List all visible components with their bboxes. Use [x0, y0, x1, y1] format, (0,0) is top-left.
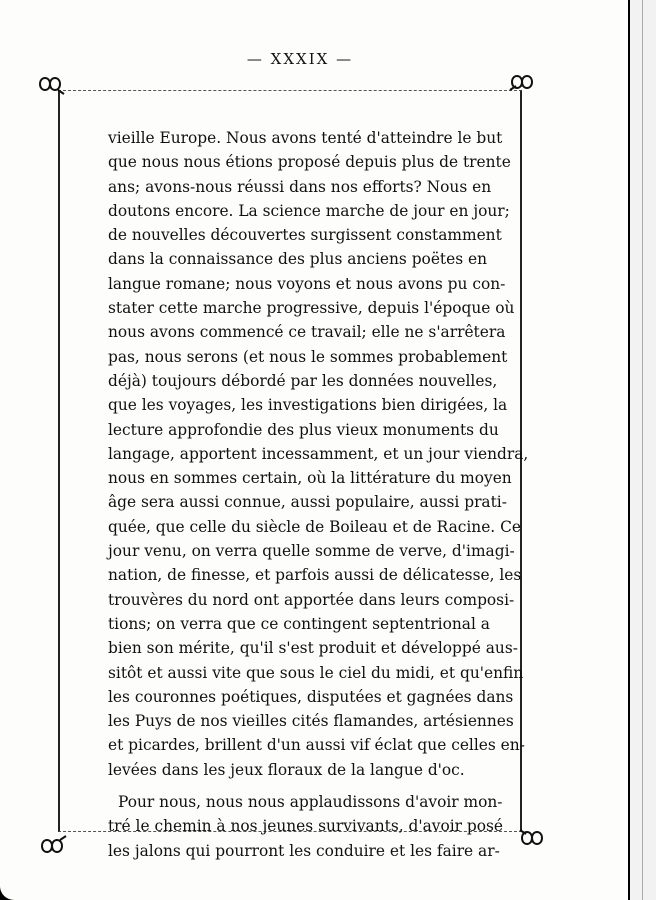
text-line: doutons encore. La science marche de jour en jour; — [108, 201, 510, 220]
text-line: lecture approfondie des plus vieux monuments du — [108, 420, 499, 439]
text-line: Pour nous, nous nous applaudissons d'avoir mon- — [118, 793, 503, 812]
text-line: nous en sommes certain, où la littérature du moyen — [108, 469, 512, 488]
text-line: les Puys de nos vieilles cités flamandes, artésiennes — [108, 712, 514, 731]
text-line: tré le chemin à nos jeunes survivants, d'avoir posé — [108, 817, 504, 836]
text-line: âge sera aussi connue, aussi populaire, aussi prati- — [108, 493, 507, 512]
page-edge — [630, 0, 656, 900]
text-line: dans la connaissance des plus anciens poëtes en — [108, 250, 488, 269]
text-line: ans; avons-nous réussi dans nos efforts? Nous en — [108, 177, 492, 196]
text-line: que les voyages, les investigations bien dirigées, la — [108, 396, 508, 415]
text-line: nation, de finesse, et parfois aussi de délicatesse, les — [108, 566, 522, 585]
text-line: nous avons commencé ce travail; elle ne s'arrêtera — [108, 323, 506, 342]
body-text — [108, 126, 529, 863]
corner-ornament-top-left-icon — [36, 72, 66, 96]
text-line: les jalons qui pourront les conduire et les faire ar- — [108, 841, 500, 860]
corner-ornament-bottom-right-icon — [518, 826, 548, 850]
text-line: langue romane; nous voyons et nous avons pu con- — [108, 274, 506, 293]
text-line: trouvères du nord ont apportée dans leurs composi- — [108, 590, 515, 609]
text-line: pas, nous serons (et nous le sommes probablement — [108, 347, 508, 366]
text-line: tions; on verra que ce contingent septentrional a — [108, 614, 490, 633]
text-line: bien son mérite, qu'il s'est produit et développé aus- — [108, 639, 518, 658]
text-line: quée, que celle du siècle de Boileau et de Racine. Ce — [108, 517, 521, 536]
text-line: de nouvelles découvertes surgissent constamment — [108, 226, 502, 245]
page-edge-line — [642, 0, 643, 900]
paragraph-1 — [108, 126, 529, 782]
text-line: levées dans les jeux floraux de la langue d'oc. — [108, 760, 465, 779]
corner-ornament-top-right-icon — [508, 70, 538, 94]
text-line: sitôt et aussi vite que sous le ciel du midi, et qu'enfin — [108, 663, 524, 682]
text-line: déjà) toujours débordé par les données nouvelles, — [108, 371, 498, 390]
page-number: — XXXIX — — [246, 50, 354, 68]
text-line: jour venu, on verra quelle somme de verve, d'imagi- — [108, 542, 515, 561]
text-line: que nous nous étions proposé depuis plus de trente — [108, 153, 511, 172]
text-line: les couronnes poétiques, disputées et gagnées dans — [108, 687, 514, 706]
text-line: langage, apportent incessamment, et un jour viendra, — [108, 444, 529, 463]
paragraph-2 — [108, 790, 504, 863]
corner-ornament-bottom-left-icon — [38, 834, 68, 858]
text-line: et picardes, brillent d'un aussi vif éclat que celles en- — [108, 736, 525, 755]
text-line: vieille Europe. Nous avons tenté d'atteindre le but — [108, 129, 503, 147]
text-line: stater cette marche progressive, depuis l'époque où — [108, 299, 515, 318]
